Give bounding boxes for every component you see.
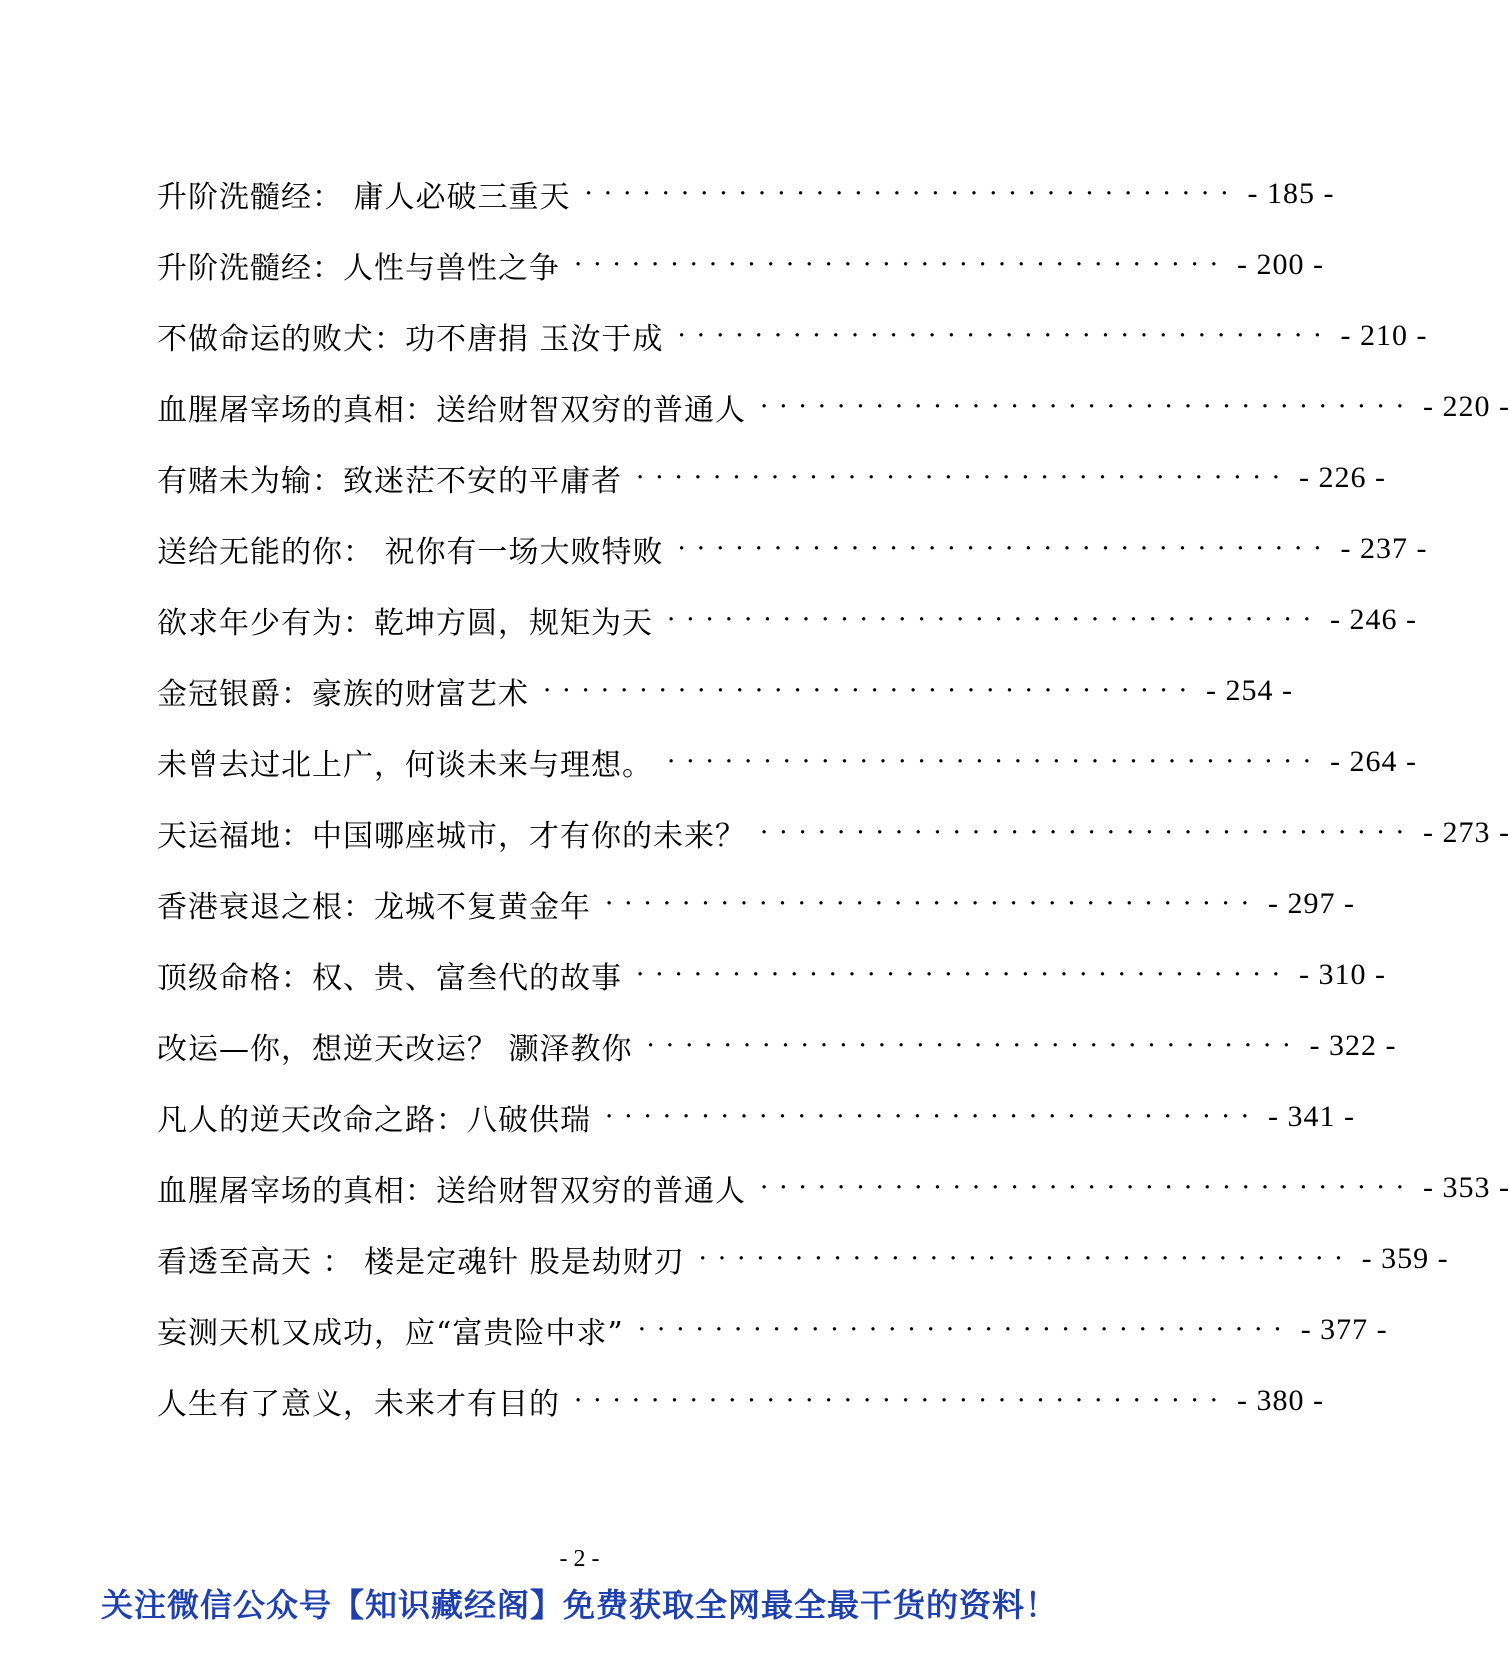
- toc-entry-title: 人生有了意义，未来才有目的: [157, 1387, 560, 1422]
- toc-dot-leader: ··································: [543, 676, 1198, 706]
- toc-entry-title: 有赌未为输：致迷茫不安的平庸者: [157, 464, 622, 499]
- toc-entry-title: 金冠银爵：豪族的财富艺术: [157, 677, 529, 712]
- toc-entry-title: 欲求年少有为：乾坤方圆，规矩为天: [157, 606, 653, 641]
- toc-entry-page: - 254 -: [1206, 674, 1293, 707]
- toc-entry-title: 凡人的逆天改命之路：八破供瑞: [157, 1103, 591, 1138]
- toc-entry[interactable]: [157, 529, 1428, 570]
- toc-entry-title: 升阶洗髓经： 庸人必破三重天: [157, 180, 571, 215]
- toc-entry-page: - 297 -: [1268, 887, 1355, 920]
- toc-dot-leader: ··································: [605, 889, 1260, 919]
- toc-entry[interactable]: [157, 1239, 1449, 1280]
- toc-entry-title: 香港衰退之根：龙城不复黄金年: [157, 890, 591, 925]
- page-number: - 2 -: [559, 1546, 600, 1572]
- toc-entry-title: 妄测天机又成功，应“富贵险中求”: [157, 1316, 624, 1351]
- toc-entry-page: - 226 -: [1299, 461, 1386, 494]
- toc-entry-page: - 273 -: [1423, 816, 1510, 849]
- toc-dot-leader: ··································: [574, 1386, 1229, 1416]
- toc-dot-leader: ··································: [760, 392, 1415, 422]
- toc-entry[interactable]: [157, 600, 1417, 641]
- toc-entry-title: 天运福地：中国哪座城市，才有你的未来？: [157, 819, 746, 854]
- toc-entry[interactable]: [157, 742, 1417, 783]
- toc-entry[interactable]: [157, 1168, 1510, 1209]
- toc-dot-leader: ··································: [760, 818, 1415, 848]
- toc-entry-page: - 380 -: [1237, 1384, 1324, 1417]
- toc-dot-leader: ··································: [636, 960, 1291, 990]
- toc-entry[interactable]: [157, 174, 1335, 215]
- toc-dot-leader: ··································: [574, 250, 1229, 280]
- toc-entry-page: - 359 -: [1361, 1242, 1449, 1275]
- toc-dot-leader: ··································: [646, 1031, 1302, 1061]
- toc-dot-leader: ··································: [677, 321, 1333, 351]
- toc-dot-leader: ··································: [636, 463, 1291, 493]
- toc-entry[interactable]: [157, 1381, 1324, 1422]
- toc-entry[interactable]: [157, 387, 1510, 428]
- toc-dot-leader: ··································: [677, 534, 1333, 564]
- toc-dot-leader: ··································: [605, 1102, 1260, 1132]
- toc-entry[interactable]: [157, 1026, 1397, 1067]
- toc-entry-page: - 341 -: [1268, 1100, 1355, 1133]
- toc-entry[interactable]: [157, 955, 1386, 996]
- toc-dot-leader: ··································: [584, 179, 1240, 209]
- toc-entry[interactable]: [157, 671, 1293, 712]
- toc-entry[interactable]: [157, 1310, 1388, 1351]
- toc-entry[interactable]: [157, 813, 1510, 854]
- toc-dot-leader: ··································: [637, 1315, 1293, 1345]
- toc-entry-page: - 353 -: [1423, 1171, 1510, 1204]
- toc-dot-leader: ··································: [667, 605, 1322, 635]
- toc-entry-title: 改运—你，想逆天改运？ 灏泽教你: [157, 1032, 633, 1067]
- toc-entry[interactable]: [157, 245, 1324, 286]
- toc-entry-page: - 210 -: [1340, 319, 1428, 352]
- toc-entry-page: - 237 -: [1340, 532, 1428, 565]
- toc-entry-title: 送给无能的你： 祝你有一场大败特败: [157, 535, 664, 570]
- toc-dot-leader: ··································: [760, 1173, 1415, 1203]
- toc-entry[interactable]: [157, 1097, 1355, 1138]
- toc-entry[interactable]: [157, 884, 1355, 925]
- toc-entry-page: - 246 -: [1330, 603, 1417, 636]
- toc-entry-page: - 310 -: [1299, 958, 1386, 991]
- toc-entry-title: 血腥屠宰场的真相：送给财智双穷的普通人: [157, 1174, 746, 1209]
- toc-entry-page: - 220 -: [1423, 390, 1510, 423]
- toc-entry-page: - 322 -: [1309, 1029, 1397, 1062]
- toc-entry-title: 不做命运的败犬：功不唐捐 玉汝于成: [157, 322, 664, 357]
- toc-entry-title: 血腥屠宰场的真相：送给财智双穷的普通人: [157, 393, 746, 428]
- toc-dot-leader: ··································: [698, 1244, 1354, 1274]
- toc-entry[interactable]: [157, 316, 1428, 357]
- toc-entry-title: 升阶洗髓经：人性与兽性之争: [157, 251, 560, 286]
- toc-entry-page: - 264 -: [1330, 745, 1417, 778]
- toc-entry-page: - 185 -: [1247, 177, 1335, 210]
- footer-promo-banner: 关注微信公众号【知识藏经阁】免费获取全网最全最干货的资料！: [100, 1586, 1058, 1624]
- toc-entry-title: 未曾去过北上广，何谈未来与理想。: [157, 748, 653, 783]
- toc-dot-leader: ··································: [667, 747, 1322, 777]
- toc-entry[interactable]: [157, 458, 1386, 499]
- toc-entry-title: 看透至高天 ： 楼是定魂针 股是劫财刃: [157, 1245, 685, 1280]
- toc-entry-title: 顶级命格：权、贵、富叁代的故事: [157, 961, 622, 996]
- toc-entry-page: - 377 -: [1300, 1313, 1388, 1346]
- toc-entry-page: - 200 -: [1237, 248, 1324, 281]
